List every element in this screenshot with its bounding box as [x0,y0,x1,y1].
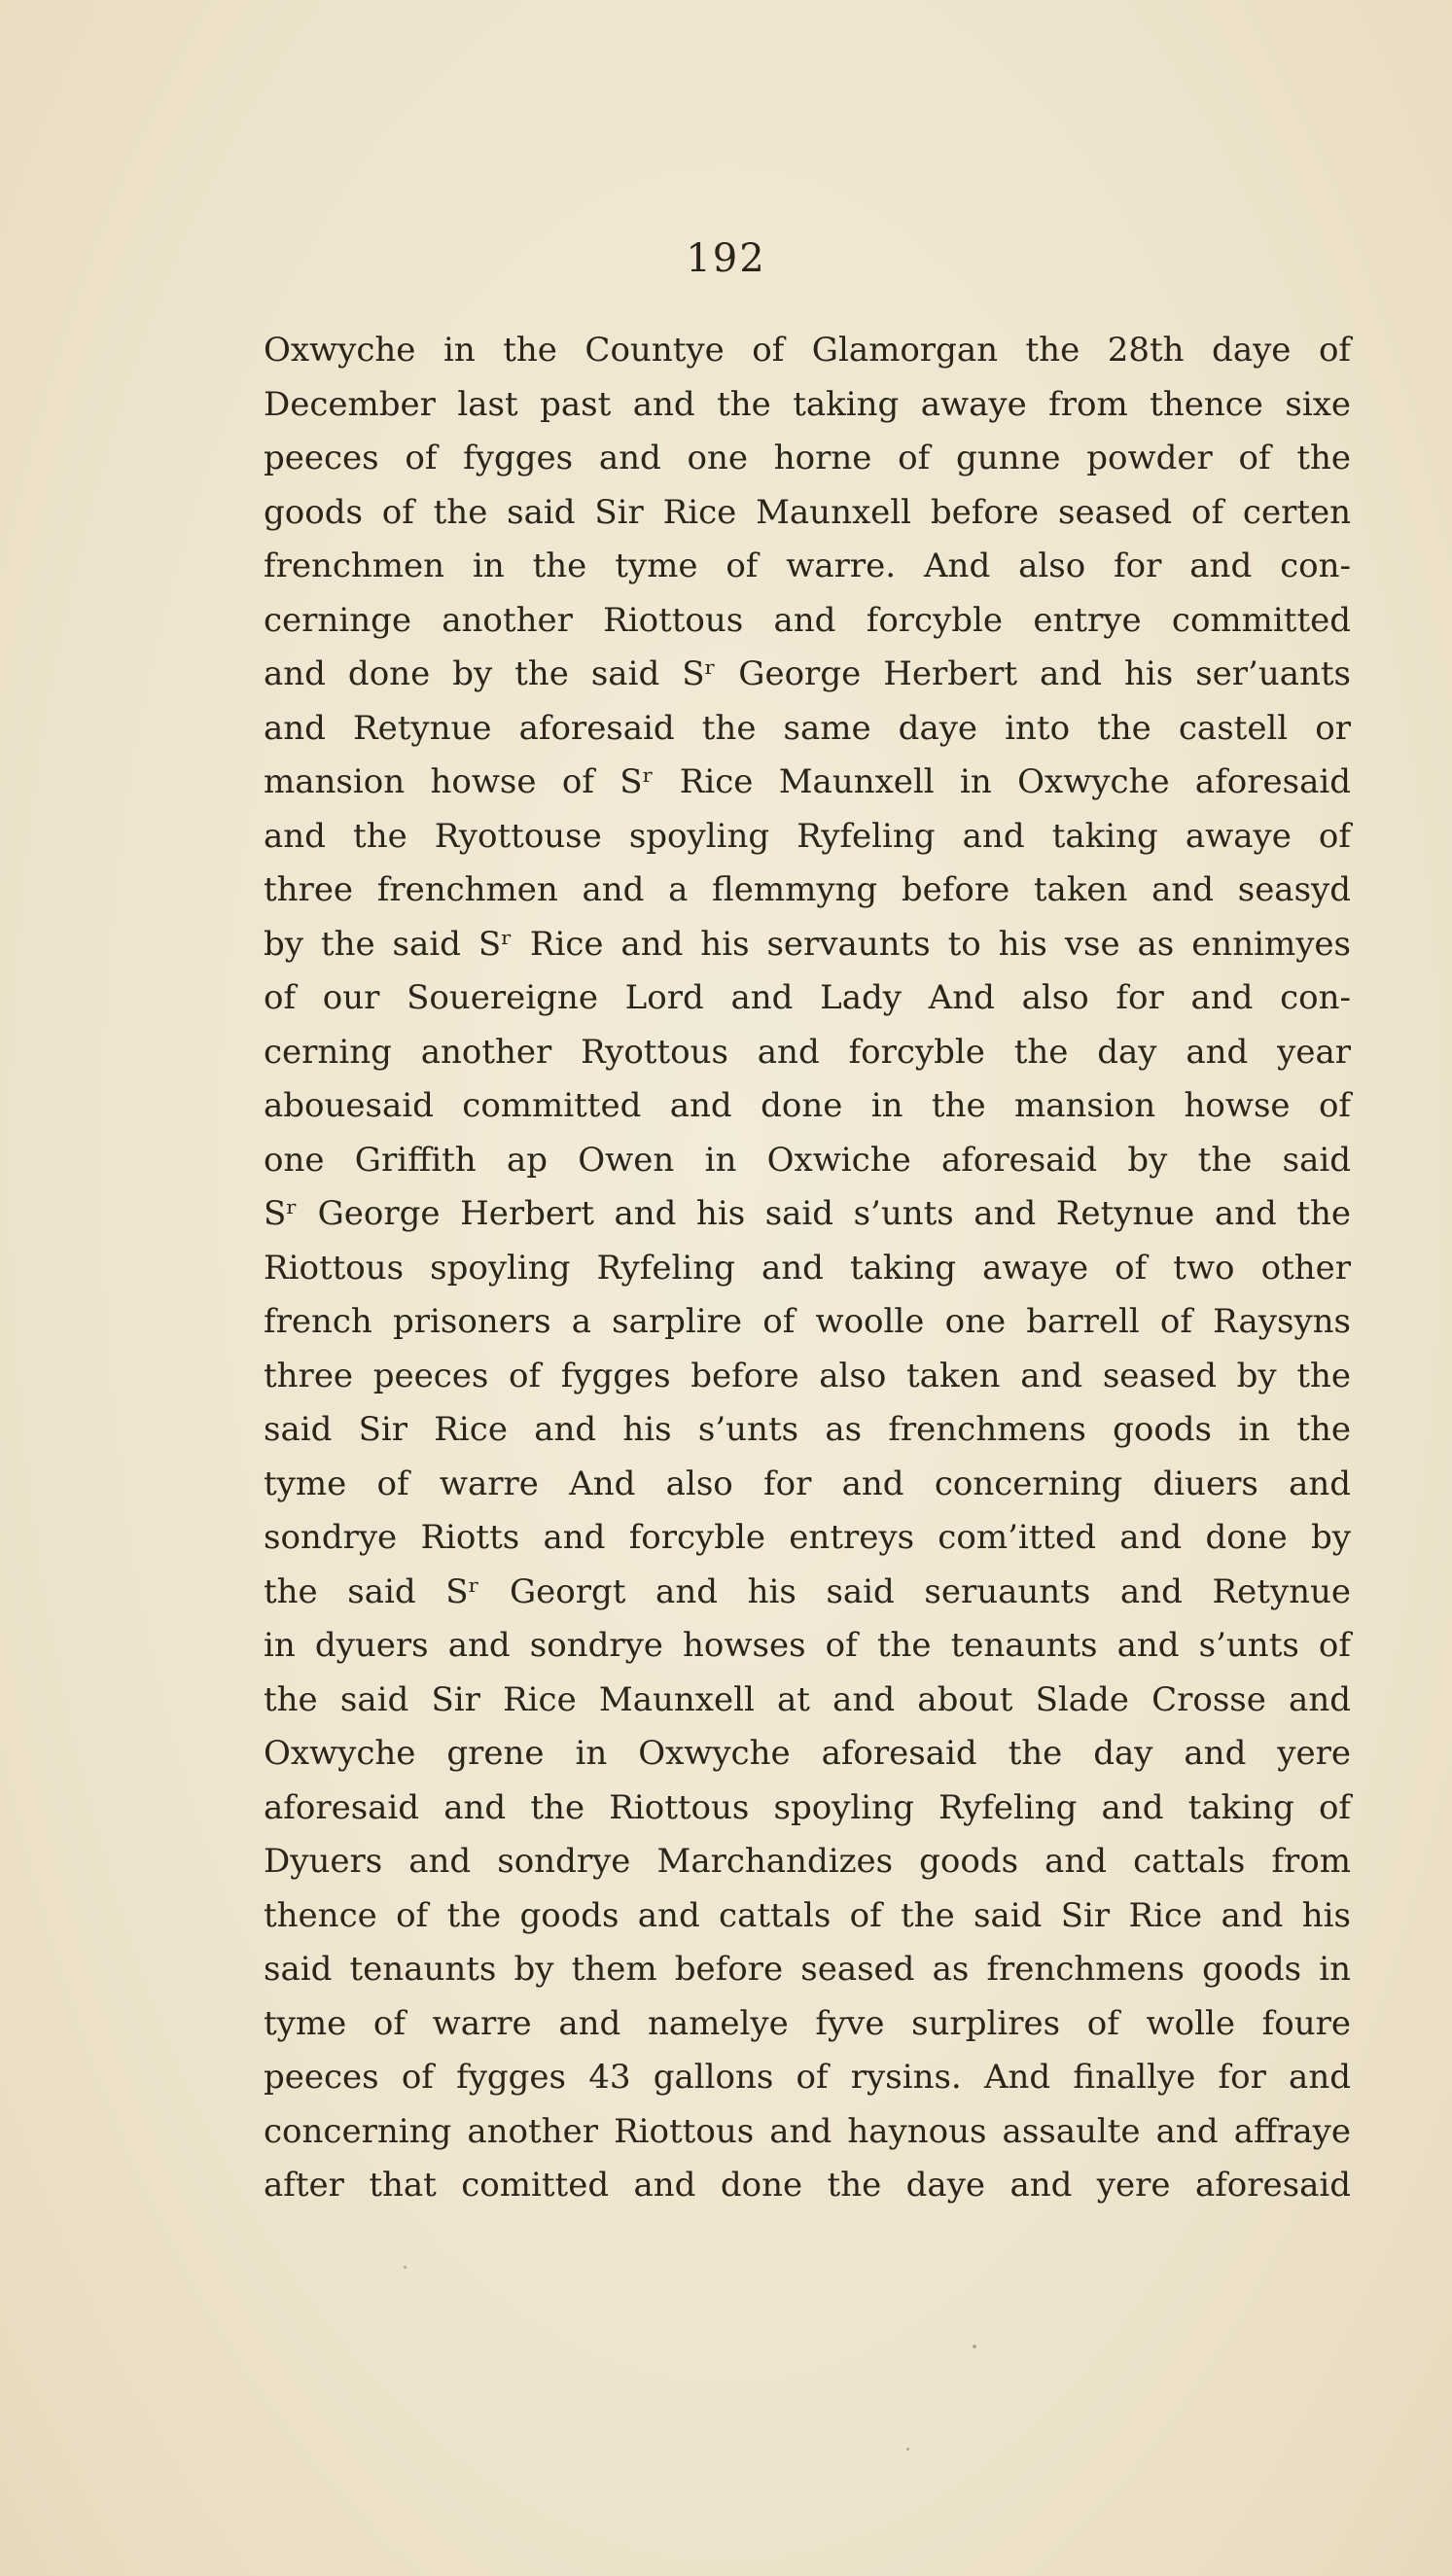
text-line: Dyuers and sondrye Marchandizes goods and cattals from [264,1842,1351,1881]
text-line: Oxwyche in the Countye of Glamorgan the 28th daye of [264,331,1351,370]
text-line: goods of the said Sir Rice Maunxell before seased of certen [264,492,1351,532]
text-line: peeces of fygges 43 gallons of rysins. And finallye for and [264,2058,1351,2097]
text-line: frenchmen in the tyme of warre. And also for and con- [264,547,1351,585]
text-line: the said Sir Rice Maunxell at and about Slade Crosse and [264,1679,1351,1719]
text-line: and done by the said Sʳ George Herbert and his ser’uants [264,654,1351,693]
text-line: cerning another Ryottous and forcyble the day and year [264,1032,1351,1072]
text-line: of our Souereigne Lord and Lady And also for and con- [264,978,1351,1017]
page-number: 192 [686,236,766,281]
text-line: tyme of warre And also for and concerning diuers and [264,1464,1351,1503]
text-line: December last past and the taking awaye from thence sixe [264,384,1351,424]
text-line: and the Ryottouse spoyling Ryfeling and taking awaye of [264,816,1351,856]
text-line: Sʳ George Herbert and his said s’unts and Retynue and the [264,1194,1351,1233]
text-line: Oxwyche grene in Oxwyche aforesaid the day and yere [264,1734,1351,1773]
text-line: in dyuers and sondrye howses of the tenaunts and s’unts of [264,1626,1351,1665]
body-text [264,324,1351,2213]
text-line: sondrye Riotts and forcyble entreys com’itted and done by [264,1518,1351,1557]
text-line: and Retynue aforesaid the same daye into the castell or [264,708,1351,748]
paper-speck [906,2448,909,2451]
text-line: after that comitted and done the daye and yere aforesaid [264,2166,1351,2205]
text-line: said tenaunts by them before seased as frenchmens goods in [264,1950,1351,1989]
text-line: thence of the goods and cattals of the said Sir Rice and his [264,1895,1351,1935]
paper-speck [973,2345,976,2348]
text-line: peeces of fygges and one horne of gunne powder of the [264,439,1351,477]
text-line: mansion howse of Sʳ Rice Maunxell in Oxwyche aforesaid [264,762,1351,801]
text-line: french prisoners a sarplire of woolle one barrell of Raysyns [264,1302,1351,1341]
text-line: three frenchmen and a flemmyng before taken and seasyd [264,870,1351,909]
text-line: concerning another Riottous and haynous assaulte and affraye [264,2111,1351,2151]
text-line: tyme of warre and namelye fyve surplires of wolle foure [264,2003,1351,2043]
text-line: cerninge another Riottous and forcyble entrye committed [264,600,1351,640]
text-line: the said Sʳ Georgt and his said seruaunts and Retynue [264,1571,1351,1611]
text-line: by the said Sʳ Rice and his servaunts to his vse as ennimyes [264,924,1351,964]
text-line: abouesaid committed and done in the mansion howse of [264,1086,1351,1125]
text-line: one Griffith ap Owen in Oxwiche aforesaid by the said [264,1140,1351,1180]
text-line: aforesaid and the Riottous spoyling Ryfeling and taking of [264,1787,1351,1827]
text-line: Riottous spoyling Ryfeling and taking awaye of two other [264,1248,1351,1288]
text-line: three peeces of fygges before also taken and seased by the [264,1356,1351,1395]
text-line: said Sir Rice and his s’unts as frenchmens goods in the [264,1410,1351,1449]
paper-speck [404,2266,407,2269]
